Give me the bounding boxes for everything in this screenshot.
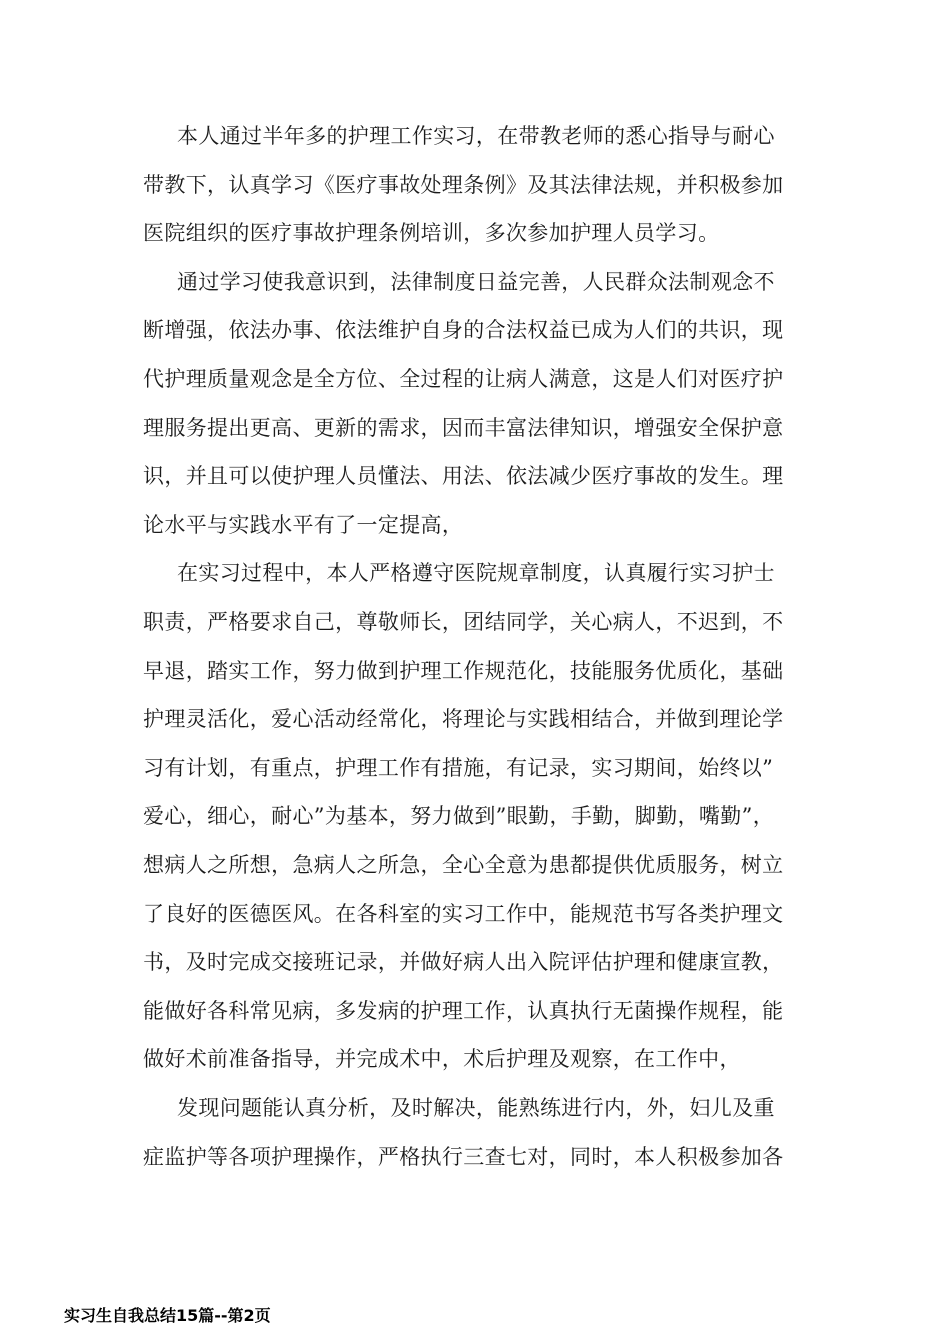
text-line: 爱心，细心，耐心”为基本，努力做到”眼勤，手勤，脚勤，嘴勤”， — [143, 804, 775, 829]
text-line: 书，及时完成交接班记录，并做好病人出入院评估护理和健康宣教， — [143, 950, 784, 975]
text-line: 做好术前准备指导，并完成术中，术后护理及观察，在工作中， — [143, 1047, 741, 1072]
text-line: 代护理质量观念是全方位、全过程的让病人满意，这是人们对医疗护 — [143, 367, 784, 391]
text-line: 职责，严格要求自己，尊敬师长，团结同学，关心病人，不迟到，不 — [143, 610, 784, 634]
text-line: 症监护等各项护理操作，严格执行三查七对，同时，本人积极参加各 — [143, 1144, 784, 1169]
text-line: 识，并且可以使护理人员懂法、用法、依法减少医疗事故的发生。理 — [143, 464, 784, 489]
text-line: 想病人之所想，急病人之所急，全心全意为患都提供优质服务，树立 — [143, 853, 784, 877]
text-line: 本人通过半年多的护理工作实习，在带教老师的悉心指导与耐心 — [177, 124, 775, 148]
text-line: 了良好的医德医风。在各科室的实习工作中，能规范书写各类护理文 — [143, 901, 784, 926]
page-footer: 实习生自我总结15篇--第2页 — [64, 1306, 271, 1325]
text-line: 论水平与实践水平有了一定提高， — [143, 512, 464, 537]
text-line: 断增强，依法办事、依法维护自身的合法权益已成为人们的共识，现 — [143, 318, 784, 343]
text-line: 医院组织的医疗事故护理条例培训，多次参加护理人员学习。 — [143, 221, 720, 246]
text-line: 能做好各科常见病，多发病的护理工作，认真执行无菌操作规程，能 — [143, 998, 784, 1023]
text-line: 通过学习使我意识到，法律制度日益完善，人民群众法制观念不 — [177, 269, 775, 294]
text-line: 带教下，认真学习《医疗事故处理条例》及其法律法规，并积极参加 — [143, 172, 784, 197]
text-line: 护理灵活化，爱心活动经常化，将理论与实践相结合，并做到理论学 — [143, 707, 784, 732]
text-line: 在实习过程中，本人严格遵守医院规章制度，认真履行实习护士 — [177, 561, 775, 586]
text-line: 理服务提出更高、更新的需求，因而丰富法律知识，增强安全保护意 — [143, 415, 784, 440]
text-line: 发现问题能认真分析，及时解决，能熟练进行内，外，妇儿及重 — [177, 1096, 775, 1120]
text-line: 习有计划，有重点，护理工作有措施，有记录，实习期间，始终以” — [143, 755, 774, 780]
text-line: 早退，踏实工作，努力做到护理工作规范化，技能服务优质化，基础 — [143, 658, 784, 683]
